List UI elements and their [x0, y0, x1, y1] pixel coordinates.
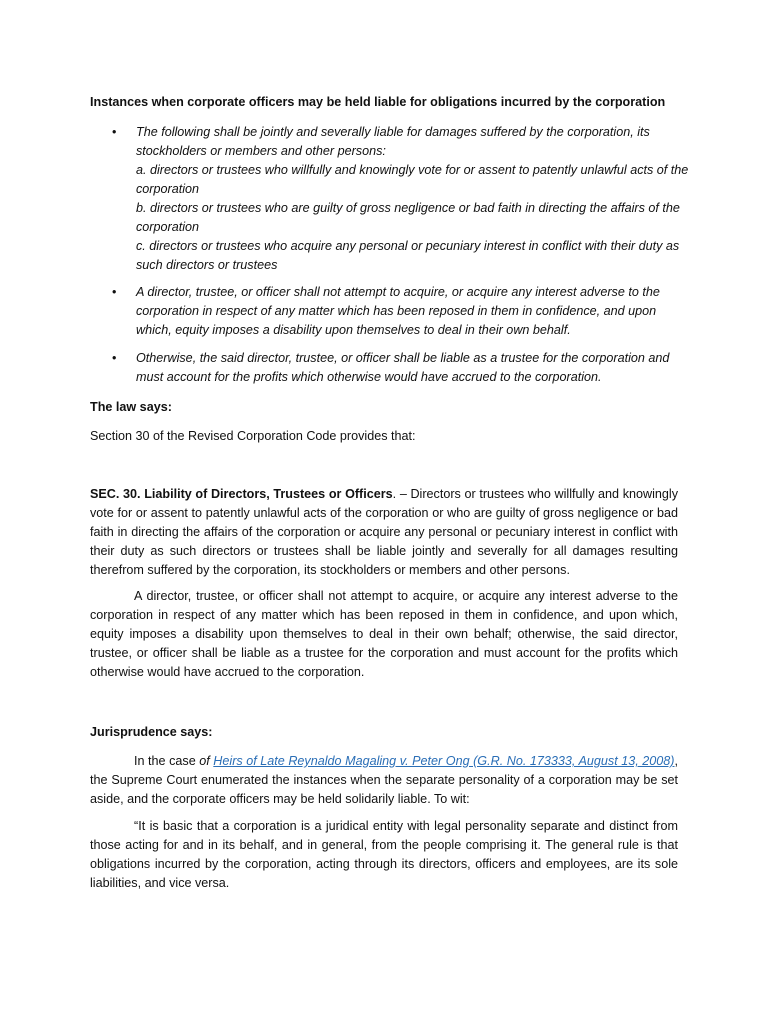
bullet-icon: •	[112, 285, 117, 299]
bullet-text: A director, trustee, or officer shall not attempt to acquire, or acquire any interest adverse to the corporation in respect of any matter which has been reposed in them in confidence, and upon which, equity imposes a disability upon themselves to deal in their own behalf.	[136, 285, 660, 337]
bullet-text: b. directors or trustees who are guilty of gross negligence or bad faith in directing the affairs of the corporation	[136, 201, 680, 234]
law-heading: The law says:	[90, 400, 172, 414]
list-item	[90, 349, 690, 387]
bullet-text: a. directors or trustees who willfully and knowingly vote for or assent to patently unlawful acts of the corporation	[136, 163, 689, 196]
case-link[interactable]: Heirs of Late Reynaldo Magaling v. Peter Ong (G.R. No. 173333, August 13, 2008)	[213, 754, 675, 768]
section-body: . – Directors or trustees who willfully and knowingly vote for or assent to patently unlawful acts of the corporation or who are guilty of gross negligence or bad faith in directing the affairs of the corporation or acquire any personal or pecuniary interest in conflict with their duty as such directors or trustees shall be liable jointly and severally for all damages resulting therefrom suffered by the corporation, its stockholders or members and other persons.	[90, 487, 679, 577]
case-prefix: In the case	[134, 754, 200, 768]
page-title: Instances when corporate officers may be held liable for obligations incurred by the corporation	[90, 95, 666, 109]
bullet-text: The following shall be jointly and severally liable for damages suffered by the corporation, its stockholders or members and other persons:	[136, 125, 650, 158]
case-suffix: , the Supreme Court enumerated the instances when the separate personality of a corporation may be set aside, and the corporate officers may be held solidarily liable. To wit:	[90, 754, 678, 806]
jurisprudence-heading: Jurisprudence says:	[90, 725, 213, 739]
law-intro: Section 30 of the Revised Corporation Code provides that:	[90, 429, 416, 443]
section-30-paragraph	[90, 485, 678, 580]
bullet-text: c. directors or trustees who acquire any personal or pecuniary interest in conflict with their duty as such directors or trustees	[136, 239, 680, 272]
liability-bullet-list	[90, 123, 690, 283]
section-title: SEC. 30. Liability of Directors, Trustees or Officers	[90, 487, 393, 501]
case-paragraph	[90, 752, 678, 809]
bullet-icon: •	[112, 351, 117, 365]
list-item	[90, 283, 690, 340]
liability-bullet-list-3	[90, 349, 690, 395]
bullet-icon: •	[112, 125, 117, 139]
section-30-paragraph-2: A director, trustee, or officer shall not attempt to acquire, or acquire any interest adverse to the corporation in respect of any matter which has been reposed in them in confidence, and upon which, equity imposes a disability upon themselves to deal in their own behalf; otherwise, the said director, trustee, or officer shall be liable as a trustee for the corporation and must account for the profits which otherwise would have accrued to the corporation.	[90, 589, 678, 679]
liability-bullet-list-2	[90, 283, 690, 348]
case-of: of	[199, 754, 214, 768]
bullet-text: Otherwise, the said director, trustee, or officer shall be liable as a trustee for the corporation and must account for the profits which otherwise would have accrued to the corporation.	[136, 351, 670, 384]
list-item	[90, 123, 690, 275]
quote-paragraph: “It is basic that a corporation is a juridical entity with legal personality separate and distinct from those acting for and in its behalf, and in general, from the people comprising it. The general rule is that obligations incurred by the corporation, acting through its directors, officers and employees, are its sole liabilities, and vice versa.	[90, 819, 678, 890]
